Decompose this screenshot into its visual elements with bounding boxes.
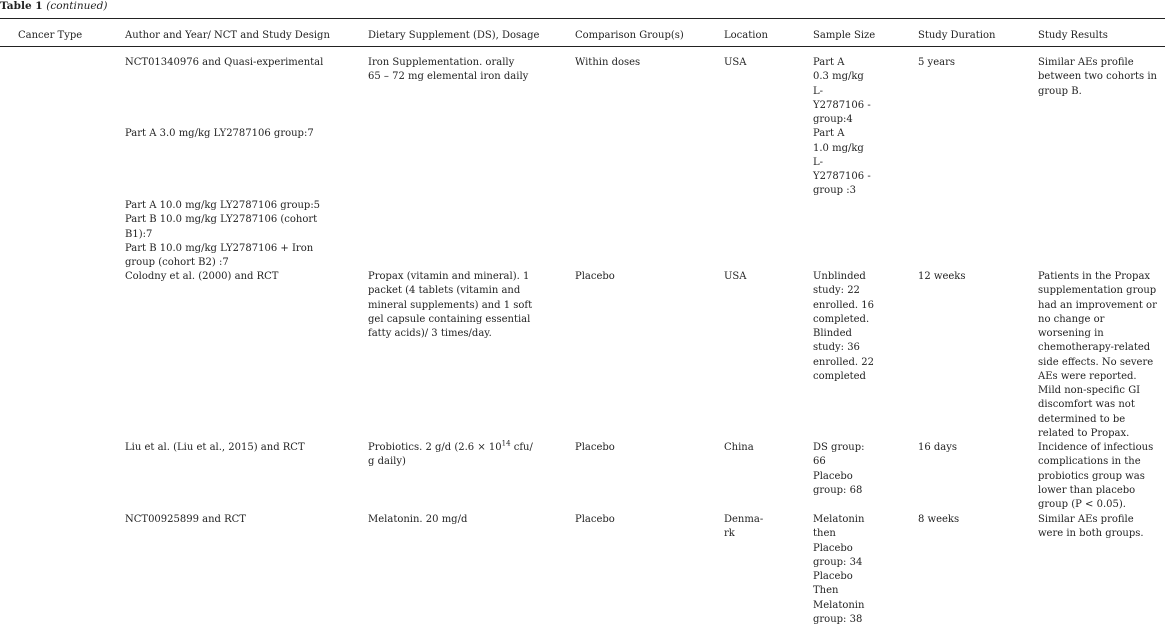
top-rule (0, 18, 1165, 19)
col-header-author: Author and Year/ NCT and Study Design (125, 30, 330, 41)
cell-supplement: Iron Supplementation. orally 65 – 72 mg elemental iron daily (368, 57, 529, 83)
col-header-comparison: Comparison Group(s) (575, 30, 684, 41)
header-rule (0, 46, 1165, 47)
cell-supplement: Melatonin. 20 mg/d (368, 514, 468, 525)
cell-results: Incidence of infectious complications in the probiotics group was lower than placebo group (P < 0.05). (1038, 442, 1154, 510)
table-label: Table 1 (0, 0, 43, 12)
cell-author-subgroup: Part A 10.0 mg/kg LY2787106 group:5 Part B 10.0 mg/kg LY2787106 (cohort B1):7 Part B 10.0 mg/kg LY2787106 + Iron group (cohort B2) :7 (125, 200, 321, 268)
cell-duration: 5 years (918, 57, 955, 68)
cell-duration: 16 days (918, 442, 958, 453)
col-header-supplement: Dietary Supplement (DS), Dosage (368, 30, 540, 41)
cell-sample-size: DS group: 66 Placebo group: 68 (813, 442, 865, 496)
cell-comparison: Within doses (575, 57, 641, 68)
supplement-text: Probiotics. 2 g/d (2.6 × 10 (368, 442, 502, 453)
cell-author: Colodny et al. (2000) and RCT (125, 271, 279, 282)
cell-comparison: Placebo (575, 514, 615, 525)
cell-results: Patients in the Propax supplementation group had an improvement or no change or worsening in chemotherapy-related side effects. No severe AEs were reported. Mild non-specific GI discomfort was not determined to be related to Propax. (1038, 271, 1157, 439)
cell-author: NCT00925899 and RCT (125, 514, 246, 525)
col-header-results: Study Results (1038, 30, 1108, 41)
supplement-text-cont: cfu/ g daily) (368, 442, 533, 468)
cell-sample-size: Unblinded study: 22 enrolled. 16 completed. Blinded study: 36 enrolled. 22 completed (813, 271, 874, 382)
cell-author: NCT01340976 and Quasi-experimental (125, 57, 324, 68)
cell-author-subgroup: Part A 3.0 mg/kg LY2787106 group:7 (125, 128, 314, 139)
col-header-sample-size: Sample Size (813, 30, 876, 41)
col-header-location: Location (724, 30, 768, 41)
col-header-cancer-type: Cancer Type (18, 30, 83, 41)
cell-duration: 8 weeks (918, 514, 960, 525)
cell-location: Denma- rk (724, 514, 764, 540)
cell-location: USA (724, 57, 747, 68)
cell-location: USA (724, 271, 747, 282)
cell-comparison: Placebo (575, 442, 615, 453)
cell-results: Similar AEs profile were in both groups. (1038, 514, 1144, 540)
cell-comparison: Placebo (575, 271, 615, 282)
cell-results: Similar AEs profile between two cohorts in group B. (1038, 57, 1157, 97)
table-continued-note: (continued) (46, 0, 108, 12)
cell-author: Liu et al. (Liu et al., 2015) and RCT (125, 442, 305, 453)
cell-sample-size: Part A 0.3 mg/kg L- Y2787106 - group:4 Part A 1.0 mg/kg L- Y2787106 - group :3 (813, 57, 871, 197)
table-caption (0, 0, 107, 13)
cell-supplement: Propax (vitamin and mineral). 1 packet (4 tablets (vitamin and mineral supplements) and 1 soft gel capsule containing essential fatty acids)/ 3 times/day. (368, 271, 533, 339)
cell-supplement (368, 441, 533, 470)
col-header-duration: Study Duration (918, 30, 996, 41)
cell-location: China (724, 442, 754, 453)
cell-sample-size: Melatonin then Placebo group: 34 Placebo Then Melatonin group: 38 (813, 514, 865, 625)
cell-duration: 12 weeks (918, 271, 966, 282)
supplement-exponent: 14 (501, 439, 511, 448)
